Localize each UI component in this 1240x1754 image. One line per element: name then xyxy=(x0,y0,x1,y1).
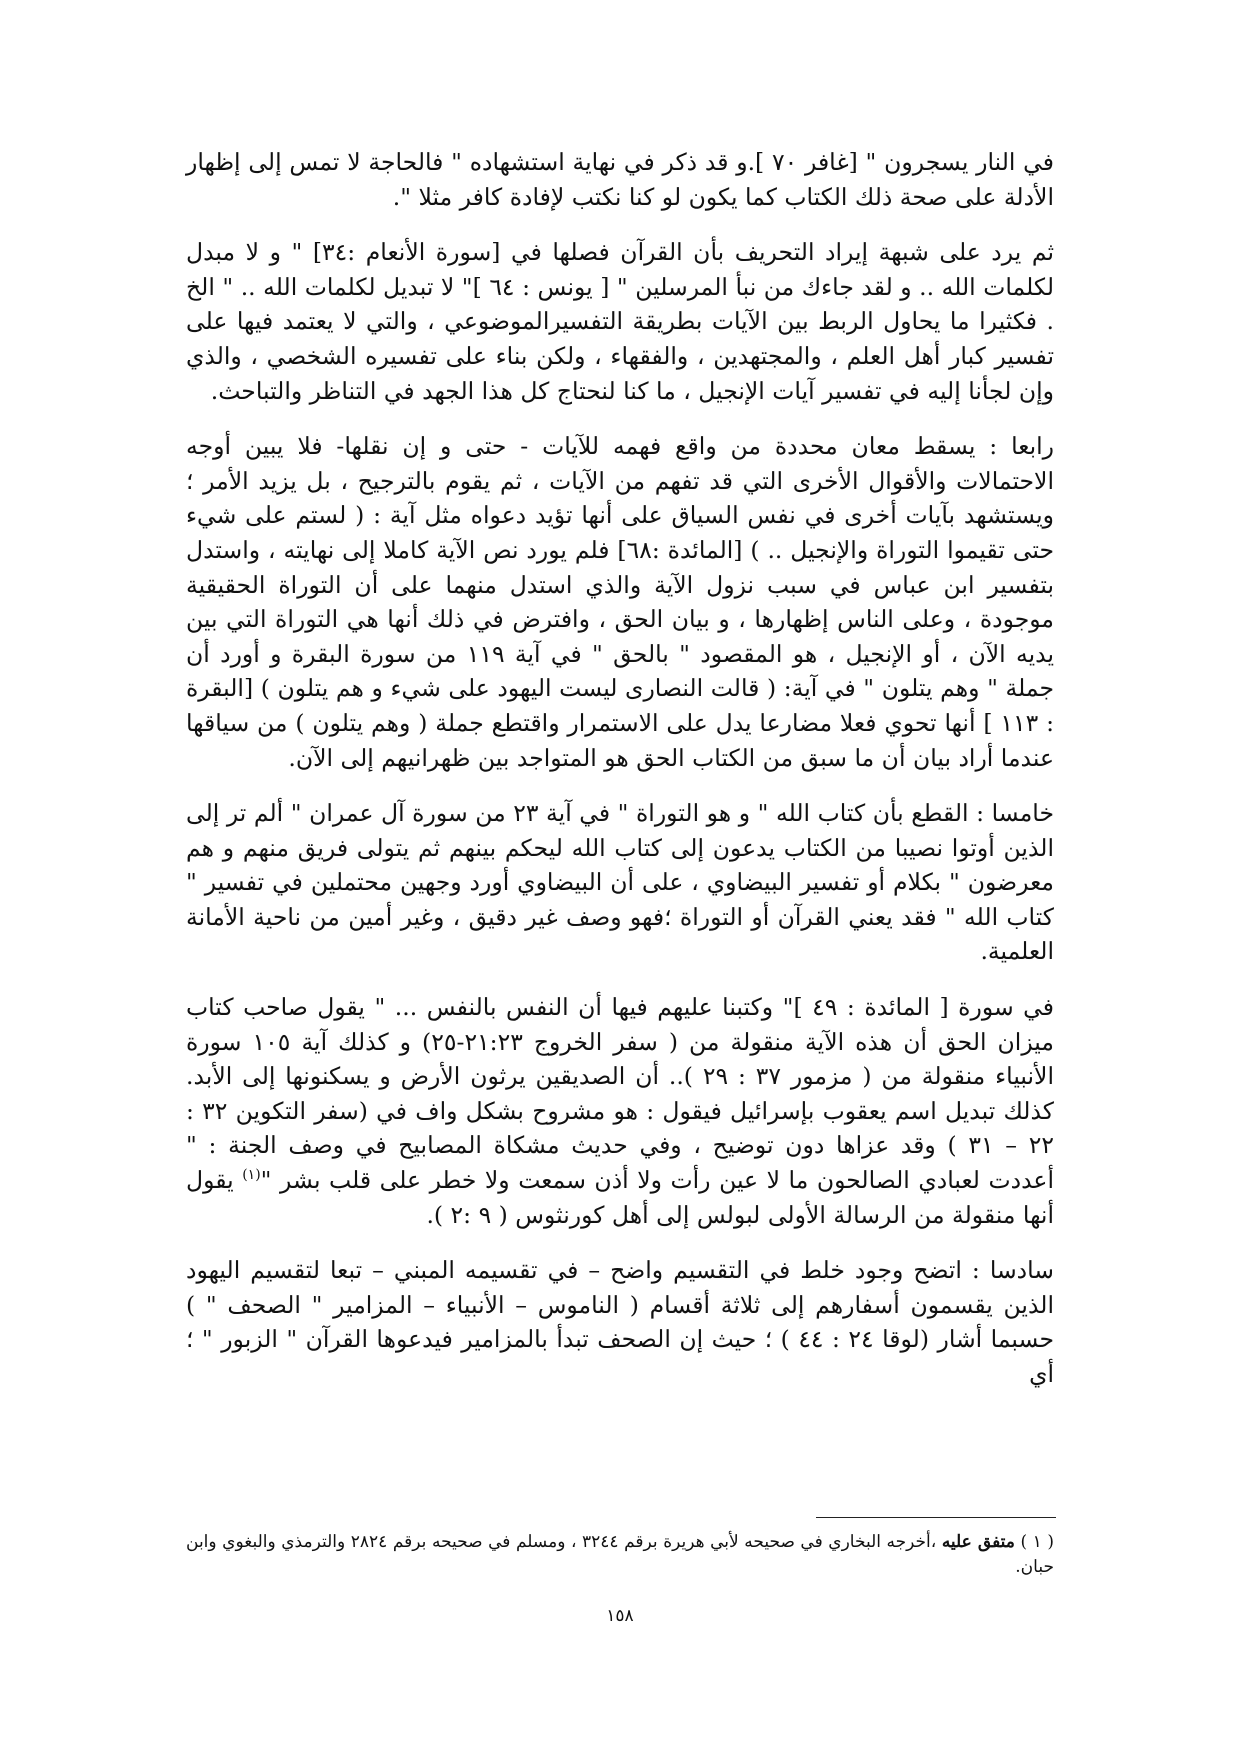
footnote-reference[interactable]: (١) xyxy=(242,1167,261,1184)
paragraph-continuation: في النار يسجرون " [غافر ٧٠ ].و قد ذكر في نهاية استشهاده " فالحاجة لا تمس إلى إظهار الأدلة على صحة ذلك الكتاب كما يكون لو كنا نكتب لإفادة كافر مثلا ". xyxy=(186,148,1054,211)
footnote-label: متفق عليه xyxy=(941,1532,1015,1552)
paragraph-fourth-point: رابعا : يسقط معان محددة من واقع فهمه للآيات - حتى و إن نقلها- فلا يبين أوجه الاحتمالات والأقوال الأخرى التي قد تفهم من الآيات ، ثم يقوم بالترجيح ، بل يزيد الأمر ؛ ويستشهد بآيات أخرى في نفس السياق على أنها تؤيد دعواه مثل آية : ( لستم على شيء حتى تقيموا التوراة والإنجيل .. ) [المائدة :٦٨] فلم يورد نص الآية كاملا إلى نهايته ، واستدل بتفسير ابن عباس في سبب نزول الآية والذي استدل منهما على أن التوراة الحقيقية موجودة ، وعلى الناس إظهارها ، و بيان الحق ، وافترض في ذلك أنها هي التوراة التي بين يديه الآن ، أو الإنجيل ، هو المقصود " بالحق " في آية ١١٩ من سورة البقرة و أورد أن جملة " وهم يتلون " في آية: ( قالت النصارى ليست اليهود على شيء و هم يتلون ) [البقرة : ١١٣ ] أنها تحوي فعلا مضارعا يدل على الاستمرار واقتطع جملة ( وهم يتلون ) من سياقها عندما أراد بيان أن ما سبق من الكتاب الحق هو المتواجد بين ظهرانيهم إلى الآن. xyxy=(186,432,1055,772)
paragraph-surah-maidah-tail: يقول أنها منقولة من الرسالة الأولى لبولس إلى أهل كورنثوس ( ٩ :٢ ). xyxy=(186,1166,1054,1229)
footnote-number: ( ١ ) xyxy=(1020,1532,1054,1552)
paragraph-surah-maidah xyxy=(186,990,1054,1232)
paragraph-sixth-point: سادسا : اتضح وجود خلط في التقسيم واضح – في تقسيمه المبني – تبعا لتقسيم اليهود الذين يقسمون أسفارهم إلى ثلاثة أقسام ( الناموس – الأنبياء – المزامير " الصحف " ) حسبما أشار (لوقا ٢٤ : ٤٤ ) ؛ حيث إن الصحف تبدأ بالمزامير فيدعوها القرآن " الزبور " ؛ أي xyxy=(186,1256,1054,1388)
body-text xyxy=(186,145,1054,1413)
footnote-divider xyxy=(816,1517,1056,1518)
paragraph-distortion-objection: ثم يرد على شبهة إيراد التحريف بأن القرآن فصلها في [سورة الأنعام :٣٤] " و لا مبدل لكلمات الله .. و لقد جاءك من نبأ المرسلين " [ يونس : ٦٤ ]" لا تبديل لكلمات الله .. " الخ . فكثيرا ما يحاول الربط بين الآيات بطريقة التفسيرالموضوعي ، والتي لا يعتمد فيها على تفسير كبار أهل العلم ، والمجتهدين ، والفقهاء ، ولكن بناء على تفسيره الشخصي ، والذي وإن لجأنا إليه في تفسير آيات الإنجيل ، ما كنا لنحتاج كل هذا الجهد في التناظر والتباحث. xyxy=(186,238,1054,405)
footnote-text: ،أخرجه البخاري في صحيحه لأبي هريرة برقم ٣٢٤٤ ، ومسلم في صحيحه برقم ٢٨٢٤ والترمذي والبغوي وابن حبان. xyxy=(186,1532,1054,1577)
paragraph-surah-maidah-text: في سورة [ المائدة : ٤٩ ]" وكتبنا عليهم فيها أن النفس بالنفس ... " يقول صاحب كتاب ميزان الحق أن هذه الآية منقولة من ( سفر الخروج ٢١:٢٣-٢٥) و كذلك آية ١٠٥ سورة الأنبياء منقولة من ( مزمور ٣٧ : ٢٩ ).. أن الصديقين يرثون الأرض و يسكنونها إلى الأبد. كذلك تبديل اسم يعقوب بإسرائيل فيقول : هو مشروح بشكل واف في (سفر التكوين ٣٢ : ٢٢ – ٣١ ) وقد عزاها دون توضيح ، وفي حديث مشكاة المصابيح في وصف الجنة : " أعددت لعبادي الصالحون ما لا عين رأت ولا أذن سمعت ولا خطر على قلب بشر " xyxy=(186,993,1054,1195)
page-number: ١٥٨ xyxy=(606,1606,634,1626)
paragraph-fifth-point: خامسا : القطع بأن كتاب الله " و هو التوراة " في آية ٢٣ من سورة آل عمران " ألم تر إلى الذين أوتوا نصيبا من الكتاب يدعون إلى كتاب الله ليحكم بينهم ثم يتولى فريق منهم و هم معرضون " بكلام أو تفسير البيضاوي ، على أن البيضاوي أورد وجهين محتملين في تفسير " كتاب الله " فقد يعني القرآن أو التوراة ؛فهو وصف غير دقيق ، وغير أمين من ناحية الأمانة العلمية. xyxy=(186,799,1054,966)
footnote xyxy=(186,1530,1054,1580)
